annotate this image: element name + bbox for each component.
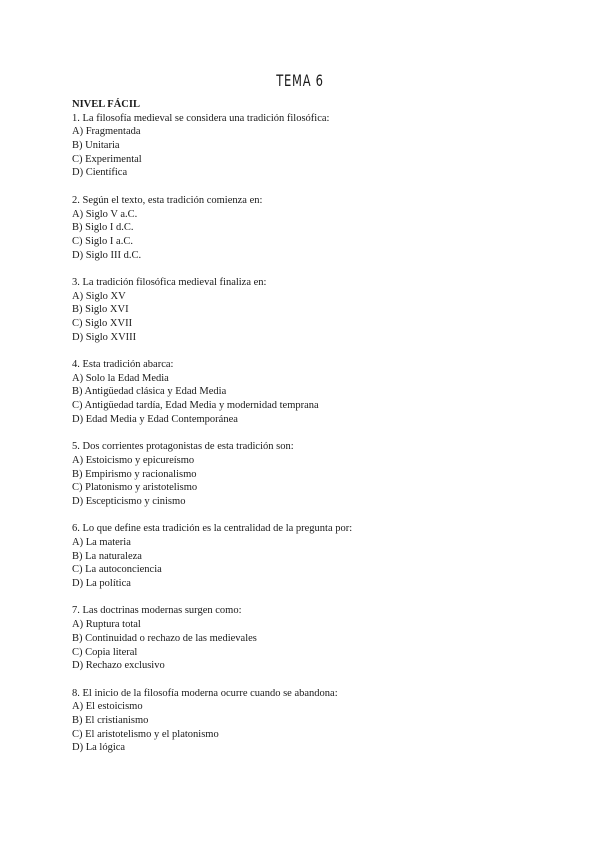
question-text: 6. Lo que define esta tradición es la centralidad de la pregunta por: [72, 523, 353, 535]
question-text: 4. Esta tradición abarca: [72, 359, 174, 371]
answer-option: A) Siglo XV [72, 290, 126, 302]
question-text: 7. Las doctrinas modernas surgen como: [72, 605, 242, 617]
answer-option: D) Siglo XVIII [72, 331, 137, 343]
question-item [72, 194, 552, 262]
answer-option: D) Científica [72, 167, 128, 179]
answer-option: C) Platonismo y aristotelismo [72, 482, 198, 494]
question-text: 8. El inicio de la filosofía moderna ocurre cuando se abandona: [72, 687, 338, 699]
answer-option: B) La naturaleza [72, 550, 142, 562]
question-item [72, 276, 552, 344]
answer-option: D) La lógica [72, 742, 126, 754]
answer-option: B) Siglo I d.C. [72, 222, 134, 234]
answer-option: B) Antigüedad clásica y Edad Media [72, 386, 227, 398]
answer-option: B) Siglo XVI [72, 304, 129, 316]
question-list [72, 112, 552, 755]
answer-option: D) Rechazo exclusivo [72, 660, 165, 672]
answer-option: D) La política [72, 578, 131, 590]
answer-option: C) Antigüedad tardía, Edad Media y modernidad temprana [72, 400, 319, 412]
answer-option: C) Siglo XVII [72, 318, 133, 329]
question-item [72, 358, 552, 426]
answer-option: D) Siglo III d.C. [72, 249, 142, 261]
answer-option: A) Estoicismo y epicureísmo [72, 454, 195, 466]
question-item [72, 687, 552, 755]
answer-option: C) Experimental [72, 153, 142, 165]
answer-option: D) Escepticismo y cinismo [72, 495, 186, 507]
page-title: TEMA 6 [276, 71, 324, 90]
question-item [72, 112, 552, 180]
answer-option: A) El estoicismo [72, 701, 143, 713]
quiz-content [72, 98, 552, 769]
answer-option: B) Empirismo y racionalismo [72, 468, 197, 480]
answer-option: A) Siglo V a.C. [72, 208, 138, 220]
answer-option: C) Copia literal [72, 646, 138, 658]
question-text: 1. La filosofía medieval se considera una tradición filosófica: [72, 112, 330, 124]
question-text: 5. Dos corrientes protagonistas de esta tradición son: [72, 441, 294, 453]
answer-option: B) Unitaria [72, 140, 120, 152]
answer-option: D) Edad Media y Edad Contemporánea [72, 413, 238, 425]
question-text: 2. Según el texto, esta tradición comienza en: [72, 194, 263, 206]
question-item [72, 440, 552, 508]
answer-option: C) El aristotelismo y el platonismo [72, 728, 219, 740]
level-heading: NIVEL FÁCIL [72, 99, 140, 110]
answer-option: A) Fragmentada [72, 126, 141, 138]
answer-option: B) El cristianismo [72, 714, 149, 726]
answer-option: A) Solo la Edad Media [72, 372, 169, 384]
question-text: 3. La tradición filosófica medieval finaliza en: [72, 276, 267, 288]
question-item [72, 522, 552, 590]
answer-option: A) La materia [72, 537, 131, 548]
answer-option: C) La autoconciencia [72, 564, 162, 576]
answer-option: C) Siglo I a.C. [72, 235, 133, 247]
answer-option: B) Continuidad o rechazo de las medievales [72, 632, 257, 644]
question-item [72, 604, 552, 672]
answer-option: A) Ruptura total [72, 619, 141, 631]
